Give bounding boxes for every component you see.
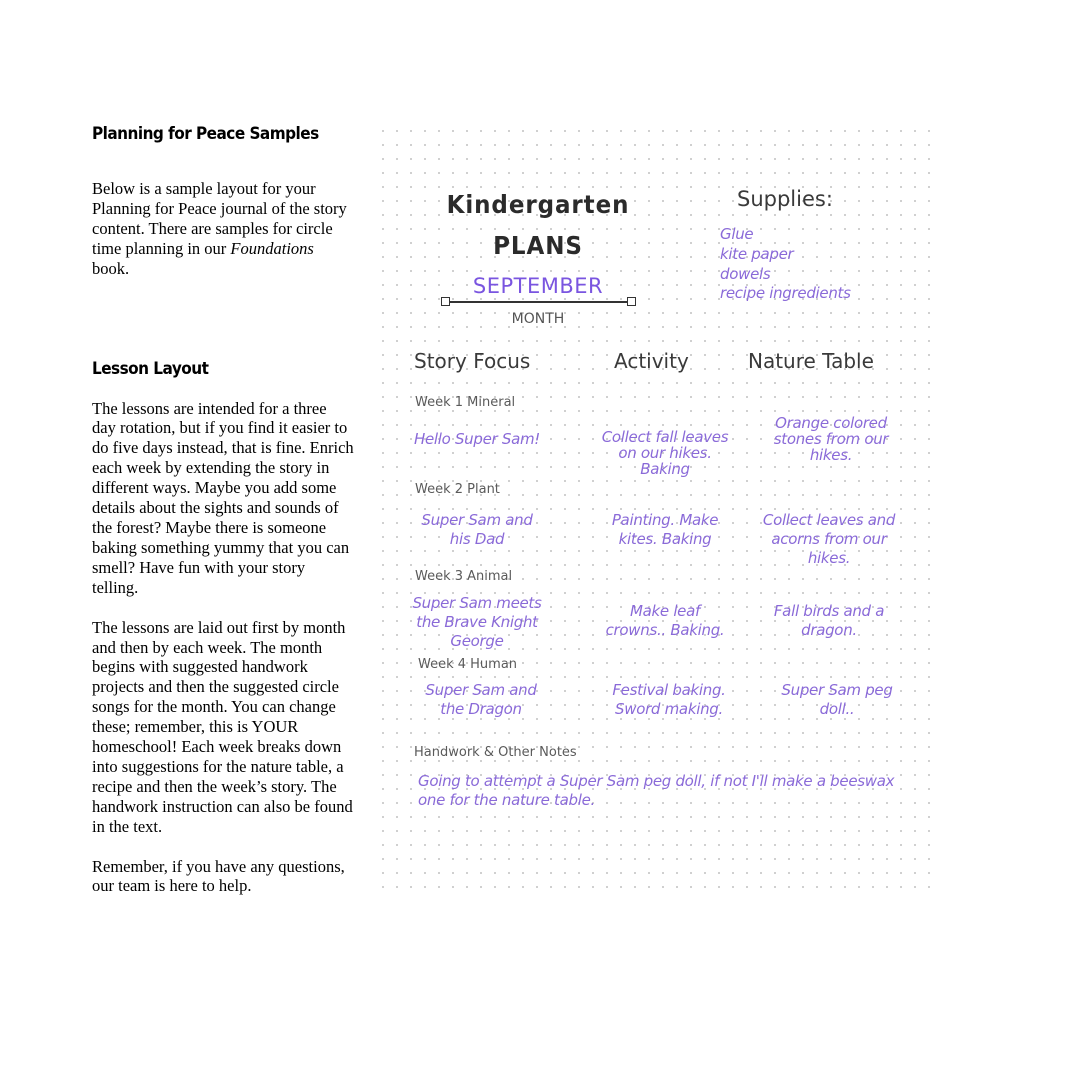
foundations-book-title: Foundations [230,238,314,258]
column-header-nature-table: Nature Table [748,349,874,373]
notes-text: Going to attempt a Super Sam peg doll, if not I'll make a beeswax one for the nature table. [418,772,895,809]
supply-item: recipe ingredients [720,284,851,302]
week-nature-table: Collect leaves and acorns from our hikes. [762,511,896,567]
supply-item: Glue [720,225,754,243]
intro-text: Below is a sample layout for your Planning for Peace journal of the story content. There are samples for circle time planning in our [92,179,347,258]
supply-item: dowels [720,265,771,283]
journal-sample-page [372,120,932,890]
supply-item: kite paper [720,245,794,263]
section-heading-planning-samples: Planning for Peace Samples [92,124,319,144]
column-header-activity: Activity [614,349,689,373]
section-heading-lesson-layout: Lesson Layout [92,358,209,379]
month-line-left-cap [441,297,450,306]
week-nature-table: Super Sam peg doll.. [781,681,893,718]
week-activity: Painting. Make kites. Baking [611,511,719,548]
week-label: Week 1 Mineral [415,395,516,410]
intro-end: book. [92,258,130,278]
journal-title-line-1: Kindergarten [446,190,630,219]
week-activity: Make leaf crowns.. Baking. [605,602,725,639]
week-label: Week 4 Human [418,657,518,672]
lesson-paragraph-2: The lessons are laid out first by month and then by each week. The month begins with suggested handwork projects and then the suggested circle songs for the month. You can change these; remember, this is YOUR homeschool! Each week breaks down into suggestions for the nature table, a recipe and then the week’s story. The handwork instruction can also be found in the text. [92,617,353,836]
week-nature-table: Fall birds and a dragon. [773,602,885,639]
left-text-column [92,124,354,896]
month-line-right-cap [627,297,636,306]
week-story-focus: Hello Super Sam! [413,430,541,448]
week-story-focus: Super Sam and his Dad [421,511,533,548]
lesson-paragraph-1: The lessons are intended for a three day rotation, but if you find it easier to do five days instead, that is fine. Enrich each week by extending the story in different ways. Maybe you add some details about the sights and sounds of the forest? Maybe there is someone baking something yummy that you can smell? Have fun with your story telling. [92,398,354,597]
week-nature-table: Orange colored stones from our hikes. [773,414,889,464]
week-story-focus: Super Sam meets the Brave Knight George [412,594,542,650]
lesson-paragraph-3: Remember, if you have any questions, our team is here to help. [92,856,345,896]
notes-label: Handwork & Other Notes [414,745,577,760]
journal-title-line-2: PLANS [493,231,583,260]
week-activity: Festival baking. Sword making. [612,681,726,718]
month-label: MONTH [511,311,565,327]
month-value: SEPTEMBER [472,274,604,298]
month-underline [446,301,632,303]
intro-paragraph [92,179,354,279]
supplies-title: Supplies: [737,187,833,211]
week-label: Week 2 Plant [415,482,500,497]
week-label: Week 3 Animal [415,569,513,584]
week-story-focus: Super Sam and the Dragon [425,681,537,718]
column-header-story-focus: Story Focus [414,349,531,373]
week-activity: Collect fall leaves on our hikes. Baking [601,428,729,478]
